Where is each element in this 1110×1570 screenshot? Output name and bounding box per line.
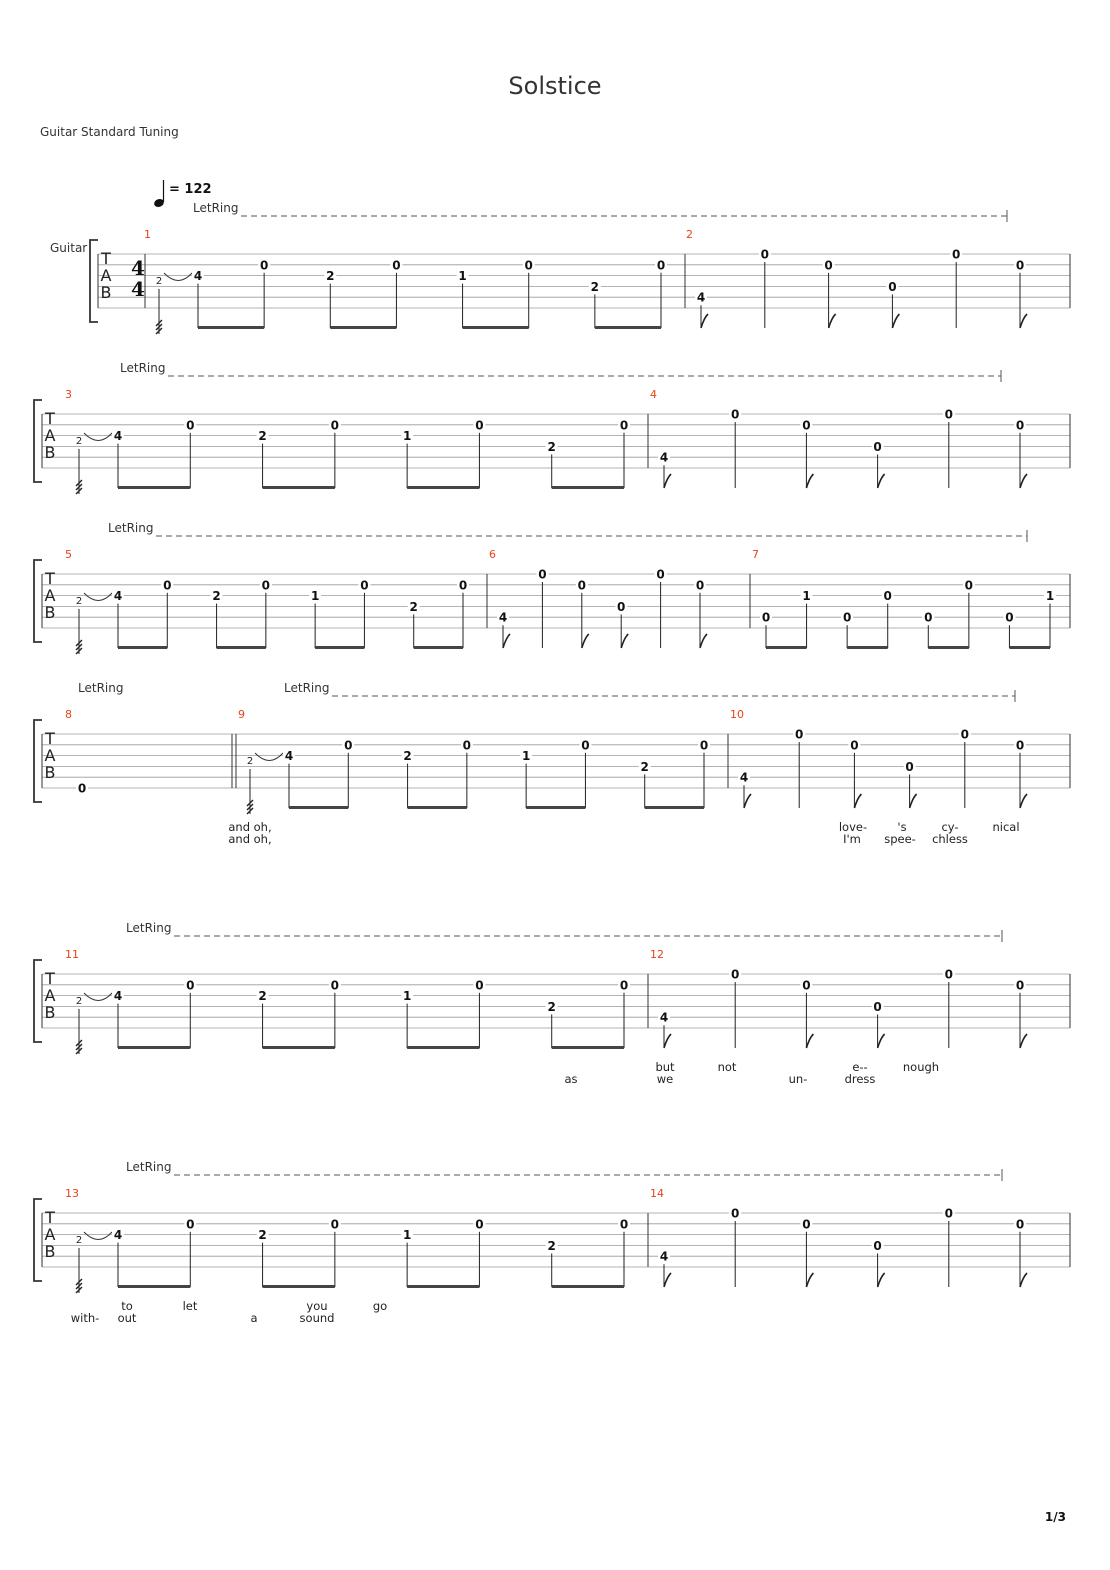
let-ring-label: LetRing [126,1160,172,1174]
lyric-syllable: nical [992,820,1020,834]
note-flag [664,1273,671,1287]
measure-number: 11 [65,948,79,961]
lyric-syllable: e-- [852,1060,868,1074]
note-beam [595,326,661,329]
lyric-syllable: let [182,1299,198,1313]
fret-number: 0 [1005,610,1014,625]
fret-number: 0 [330,978,340,993]
note-flag [621,634,628,648]
fret-number: 0 [795,727,804,742]
lyric-syllable: 's [897,820,907,834]
let-ring-label: LetRing [126,921,172,935]
measure-number: 12 [650,948,664,961]
note-flag [806,1273,813,1287]
fret-number: 2 [258,989,267,1004]
let-ring-label: LetRing [284,681,330,695]
fret-number: 0 [458,578,468,593]
fret-number: 1 [402,1228,412,1243]
lyric-syllable: a [250,1311,258,1325]
fret-number: 0 [944,1206,953,1221]
slur [84,593,112,601]
measure-number: 8 [65,708,72,721]
fret-number: 2 [326,269,335,284]
grace-fret: 2 [75,1235,83,1246]
fret-number: 0 [163,578,172,593]
grace-fret: 2 [75,436,83,447]
note-beam [766,646,807,649]
note-flag [910,794,917,808]
fret-number: 2 [640,759,649,774]
note-beam [198,326,264,329]
note-flag [1020,474,1027,488]
note-beam [407,486,479,489]
fret-number: 0 [824,258,833,273]
tab-clef-letter: B [44,603,56,622]
fret-number: 0 [259,258,269,273]
note-flag [878,474,885,488]
time-signature-bottom: 4 [131,277,145,301]
fret-number: 0 [699,738,709,753]
fret-number: 0 [462,738,472,753]
fret-number: 0 [475,1217,484,1232]
note-beam [118,486,190,489]
fret-number: 4 [284,749,294,764]
page-number: 1/3 [1044,1510,1066,1524]
fret-number: 0 [731,967,740,982]
note-flag [878,1273,885,1287]
tab-clef-letter: T [101,249,111,268]
tab-clef-letter: A [100,266,112,285]
grace-fret: 2 [246,756,254,767]
fret-number: 4 [193,269,203,284]
fret-number: 2 [212,589,221,604]
tab-clef-letter: T [45,409,55,428]
let-ring-label: LetRing [120,361,166,375]
let-ring-label: LetRing [193,201,239,215]
fret-number: 0 [802,1217,811,1232]
tab-clef-letter: A [44,746,56,765]
tab-clef-letter: T [45,729,55,748]
system-bracket [34,1199,42,1281]
lyric-syllable: sound [299,1311,335,1325]
tab-clef-letter: B [44,1003,56,1022]
note-beam [315,646,364,649]
grace-fret: 2 [75,596,83,607]
note-flag [806,474,813,488]
fret-number: 0 [924,610,933,625]
fret-number: 4 [113,1228,123,1243]
fret-number: 1 [402,989,412,1004]
note-flag [829,314,836,328]
fret-number: 0 [261,578,271,593]
lyric-syllable: with- [70,1311,100,1325]
tab-clef-letter: T [45,969,55,988]
lyric-syllable: as [564,1072,578,1086]
measure-number: 2 [686,228,693,241]
note-beam [408,806,467,809]
fret-number: 0 [475,978,484,993]
fret-number: 0 [330,1217,340,1232]
measure-number: 1 [144,228,151,241]
lyric-syllable: go [372,1299,388,1313]
note-beam [847,646,888,649]
fret-number: 2 [258,429,267,444]
tab-clef-letter: A [44,1225,56,1244]
lyric-syllable: cy- [941,820,959,834]
note-beam [289,806,348,809]
note-beam [118,646,167,649]
fret-number: 0 [761,610,771,625]
note-beam [263,1285,335,1288]
fret-number: 0 [186,418,195,433]
fret-number: 0 [944,407,953,422]
fret-number: 2 [547,1238,556,1253]
lyric-syllable: I'm [843,832,861,846]
measure-number: 14 [650,1187,664,1200]
note-flag [503,634,510,648]
note-beam [414,646,463,649]
lyric-syllable: and oh, [228,820,272,834]
time-signature-top: 4 [131,256,145,280]
note-flag [854,794,861,808]
fret-number: 0 [538,567,547,582]
fret-number: 0 [656,567,665,582]
tab-clef-letter: B [44,443,56,462]
fret-number: 0 [1015,258,1025,273]
measure-number: 13 [65,1187,79,1200]
measure-number: 6 [489,548,496,561]
tab-clef-letter: B [44,1242,56,1261]
note-flag [892,314,899,328]
note-beam [928,646,969,649]
score-title: Solstice [508,72,602,100]
note-flag [878,1034,885,1048]
system-bracket [34,560,42,642]
fret-number: 0 [873,999,882,1014]
fret-number: 0 [802,418,811,433]
fret-number: 4 [113,589,123,604]
note-flag [700,634,707,648]
note-flag [744,794,751,808]
fret-number: 1 [310,589,320,604]
fret-number: 0 [905,759,914,774]
lyric-syllable: but [655,1060,675,1074]
fret-number: 0 [1015,738,1025,753]
fret-number: 0 [581,738,590,753]
fret-number: 0 [695,578,705,593]
note-beam [526,806,585,809]
fret-number: 1 [802,589,811,604]
fret-number: 0 [944,967,953,982]
note-beam [263,486,335,489]
fret-number: 4 [659,450,669,465]
note-beam [552,1046,624,1049]
tab-clef-letter: T [45,1208,55,1227]
note-beam [407,1285,479,1288]
system-bracket [34,960,42,1042]
note-beam [263,1046,335,1049]
system-bracket [34,720,42,802]
fret-number: 2 [547,439,556,454]
note-flag [1020,1034,1027,1048]
note-flag [701,314,708,328]
fret-number: 0 [888,279,897,294]
fret-number: 0 [1015,1217,1025,1232]
lyric-syllable: dress [844,1072,876,1086]
grace-fret: 2 [155,276,163,287]
tab-clef-letter: B [100,283,112,302]
system-bracket [90,240,98,322]
note-beam [118,1285,190,1288]
let-ring-label: LetRing [108,521,154,535]
fret-number: 1 [521,749,531,764]
fret-number: 0 [186,1217,195,1232]
measure-number: 10 [730,708,744,721]
system-bracket [34,400,42,482]
measure-number: 9 [238,708,245,721]
grace-fret: 2 [75,996,83,1007]
note-flag [1020,794,1027,808]
note-flag [664,474,671,488]
fret-number: 0 [392,258,401,273]
tuning-label: Guitar Standard Tuning [40,125,179,139]
fret-number: 1 [402,429,412,444]
measure-number: 4 [650,388,657,401]
fret-number: 0 [964,578,974,593]
slur [84,433,112,441]
fret-number: 0 [619,1217,629,1232]
tab-clef-letter: A [44,986,56,1005]
note-flag [1020,1273,1027,1287]
note-flag [1020,314,1027,328]
fret-number: 1 [458,269,467,284]
lyric-syllable: chless [932,832,968,846]
lyric-syllable: out [117,1311,137,1325]
fret-number: 1 [1045,589,1055,604]
fret-number: 4 [659,1249,669,1264]
fret-number: 0 [883,589,892,604]
fret-number: 0 [619,418,629,433]
fret-number: 0 [330,418,340,433]
fret-number: 4 [113,989,123,1004]
let-ring-label: LetRing [78,681,124,695]
note-beam [1009,646,1050,649]
slur [164,273,192,281]
fret-number: 4 [696,290,706,305]
tempo-marking: = 122 [169,182,212,197]
note-flag [664,1034,671,1048]
fret-number: 0 [475,418,484,433]
measure-number: 3 [65,388,72,401]
note-beam [463,326,529,329]
fret-number: 0 [360,578,369,593]
lyric-syllable: love- [838,820,868,834]
fret-number: 0 [952,247,961,262]
instrument-label: Guitar [50,241,88,255]
note-beam [330,326,396,329]
tab-clef-letter: T [45,569,55,588]
fret-number: 4 [659,1010,669,1025]
fret-number: 0 [760,247,769,262]
fret-number: 0 [524,258,533,273]
fret-number: 0 [577,578,586,593]
note-flag [806,1034,813,1048]
note-flag [582,634,589,648]
tab-clef-letter: A [44,426,56,445]
slur [84,1232,112,1240]
measure-number: 7 [752,548,759,561]
fret-number: 2 [590,279,600,294]
lyric-syllable: spee- [884,832,916,846]
fret-number: 0 [186,978,195,993]
fret-number: 4 [498,610,508,625]
fret-number: 0 [617,599,626,614]
note-beam [407,1046,479,1049]
fret-number: 0 [1015,418,1025,433]
fret-number: 4 [113,429,123,444]
fret-number: 2 [258,1228,267,1243]
fret-number: 0 [850,738,859,753]
lyric-syllable: to [121,1299,133,1313]
fret-number: 0 [731,1206,740,1221]
slur [255,753,283,761]
fret-number: 0 [802,978,811,993]
slur [84,993,112,1001]
fret-number: 0 [344,738,353,753]
note-beam [645,806,704,809]
fret-number: 0 [873,1238,882,1253]
lyric-syllable: not [717,1060,737,1074]
fret-number: 0 [619,978,629,993]
note-beam [552,486,624,489]
fret-number: 0 [731,407,740,422]
tab-clef-letter: B [44,763,56,782]
note-beam [118,1046,190,1049]
fret-number: 2 [547,999,556,1014]
measure-number: 5 [65,548,72,561]
note-beam [217,646,266,649]
lyric-syllable: you [306,1299,328,1313]
fret-number: 0 [960,727,969,742]
fret-number: 0 [656,258,666,273]
tab-clef-letter: A [44,586,56,605]
fret-number: 0 [77,781,87,796]
fret-number: 2 [409,599,418,614]
lyric-syllable: un- [788,1072,808,1086]
lyric-syllable: and oh, [228,832,272,846]
fret-number: 0 [842,610,852,625]
fret-number: 0 [1015,978,1025,993]
lyric-syllable: nough [902,1060,940,1074]
note-beam [552,1285,624,1288]
lyric-syllable: we [656,1072,674,1086]
fret-number: 4 [739,770,749,785]
fret-number: 2 [403,749,412,764]
fret-number: 0 [873,439,882,454]
